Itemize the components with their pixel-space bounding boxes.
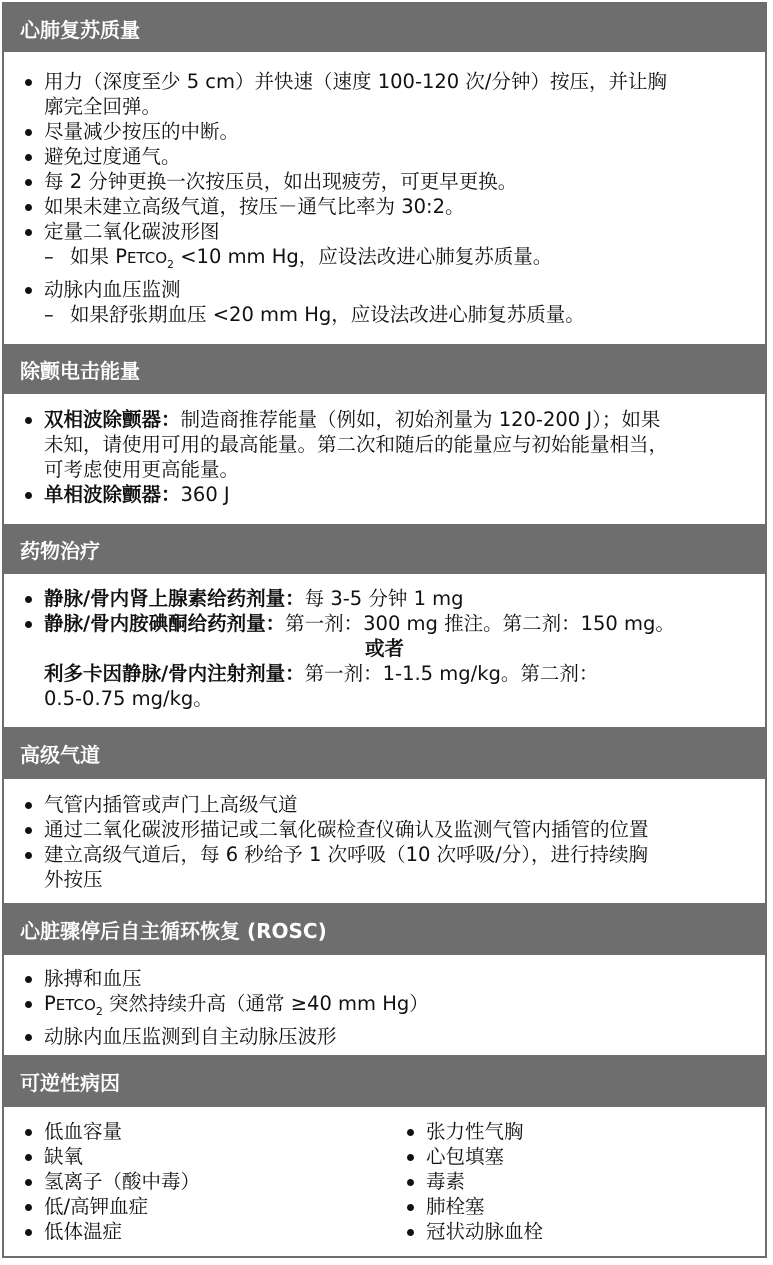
list-item: 用力（深度至少 5 cm）并快速（速度 100-120 次/分钟）按压，并让胸 廓完全回弹。 [22, 69, 747, 119]
section-drug-therapy [4, 524, 765, 727]
list-item: 动脉内血压监测到自主动脉压波形 [22, 1024, 747, 1049]
drug-list [22, 586, 747, 711]
causes-left-list [22, 1119, 382, 1244]
section-header [4, 727, 765, 779]
section-header [4, 1055, 765, 1107]
shock-list [22, 407, 747, 507]
cpr-list [22, 69, 747, 327]
list-item: 利多卡因静脉/骨内注射剂量：第一剂：1-1.5 mg/kg。第二剂： 0.5-0.75 mg/kg。 [44, 662, 599, 710]
list-item: 低体温症 [22, 1219, 382, 1244]
section-header [4, 344, 765, 394]
list-item: 低/高钾血症 [22, 1194, 382, 1219]
causes-right-list [404, 1119, 747, 1244]
list-item: $PETCO_2$ 突然持续升高（通常 ≥40 mm Hg） [22, 991, 747, 1024]
sub-item: – 如果舒张期血压 <20 mm Hg，应设法改进心肺复苏质量。 [44, 302, 585, 326]
list-item: 如果未建立高级气道，按压－通气比率为 30:2。 [22, 194, 747, 219]
list-item: 氢离子（酸中毒） [22, 1169, 382, 1194]
list-item: 双相波除颤器：制造商推荐能量（例如，初始剂量为 120-200 J）；如果 未知，请使用可用的最高能量。第二次和随后的能量应与初始能量相当， 可考虑使用更高能量。 [22, 407, 747, 482]
rosc-list [22, 966, 747, 1049]
airway-list [22, 792, 747, 892]
section-title: 可逆性病因 [20, 1070, 120, 1095]
section-rosc [4, 903, 765, 1055]
list-item: 缺氧 [22, 1144, 382, 1169]
list-item: 每 2 分钟更换一次按压员，如出现疲劳，可更早更换。 [22, 169, 747, 194]
list-item: 定量二氧化碳波形图 [22, 219, 747, 244]
list-item: 毒素 [404, 1169, 747, 1194]
section-title: 除颤电击能量 [20, 358, 140, 383]
list-item: 静脉/骨内肾上腺素给药剂量：每 3-5 分钟 1 mg [22, 586, 747, 611]
sub-item: – 如果 $PETCO_2 <10$ mm Hg，应设法改进心肺复苏质量。 [44, 245, 553, 271]
section-title: 心脏骤停后自主循环恢复 (ROSC) [20, 918, 327, 943]
list-item: 单相波除颤器：360 J [22, 482, 747, 507]
list-item: 通过二氧化碳波形描记或二氧化碳检查仪确认及监测气管内插管的位置 [22, 817, 747, 842]
section-title: 药物治疗 [20, 538, 100, 563]
list-item: 建立高级气道后，每 6 秒给予 1 次呼吸（10 次呼吸/分），进行持续胸 外按压 [22, 842, 747, 892]
list-item: 气管内插管或声门上高级气道 [22, 792, 747, 817]
list-item: 冠状动脉血栓 [404, 1219, 747, 1244]
list-item: 尽量减少按压的中断。 [22, 119, 747, 144]
section-header [4, 903, 765, 955]
list-item: 低血容量 [22, 1119, 382, 1144]
section-title: 高级气道 [20, 742, 100, 767]
section-title: 心肺复苏质量 [20, 17, 140, 42]
section-cpr-quality [4, 4, 765, 344]
section-header [4, 4, 765, 52]
list-item: 静脉/骨内胺碘酮给药剂量：第一剂：300 mg 推注。第二剂：150 mg。 [22, 611, 747, 636]
list-item: 避免过度通气。 [22, 144, 747, 169]
list-item: 脉搏和血压 [22, 966, 747, 991]
list-item: 肺栓塞 [404, 1194, 747, 1219]
section-shock-energy [4, 344, 765, 524]
cpr-reference-card [2, 2, 767, 1258]
section-header [4, 524, 765, 574]
section-advanced-airway [4, 727, 765, 903]
or-label: 或者 [364, 637, 404, 660]
section-reversible-causes [4, 1055, 765, 1256]
list-item: 动脉内血压监测 [22, 277, 747, 302]
list-item: 张力性气胸 [404, 1119, 747, 1144]
list-item: 心包填塞 [404, 1144, 747, 1169]
